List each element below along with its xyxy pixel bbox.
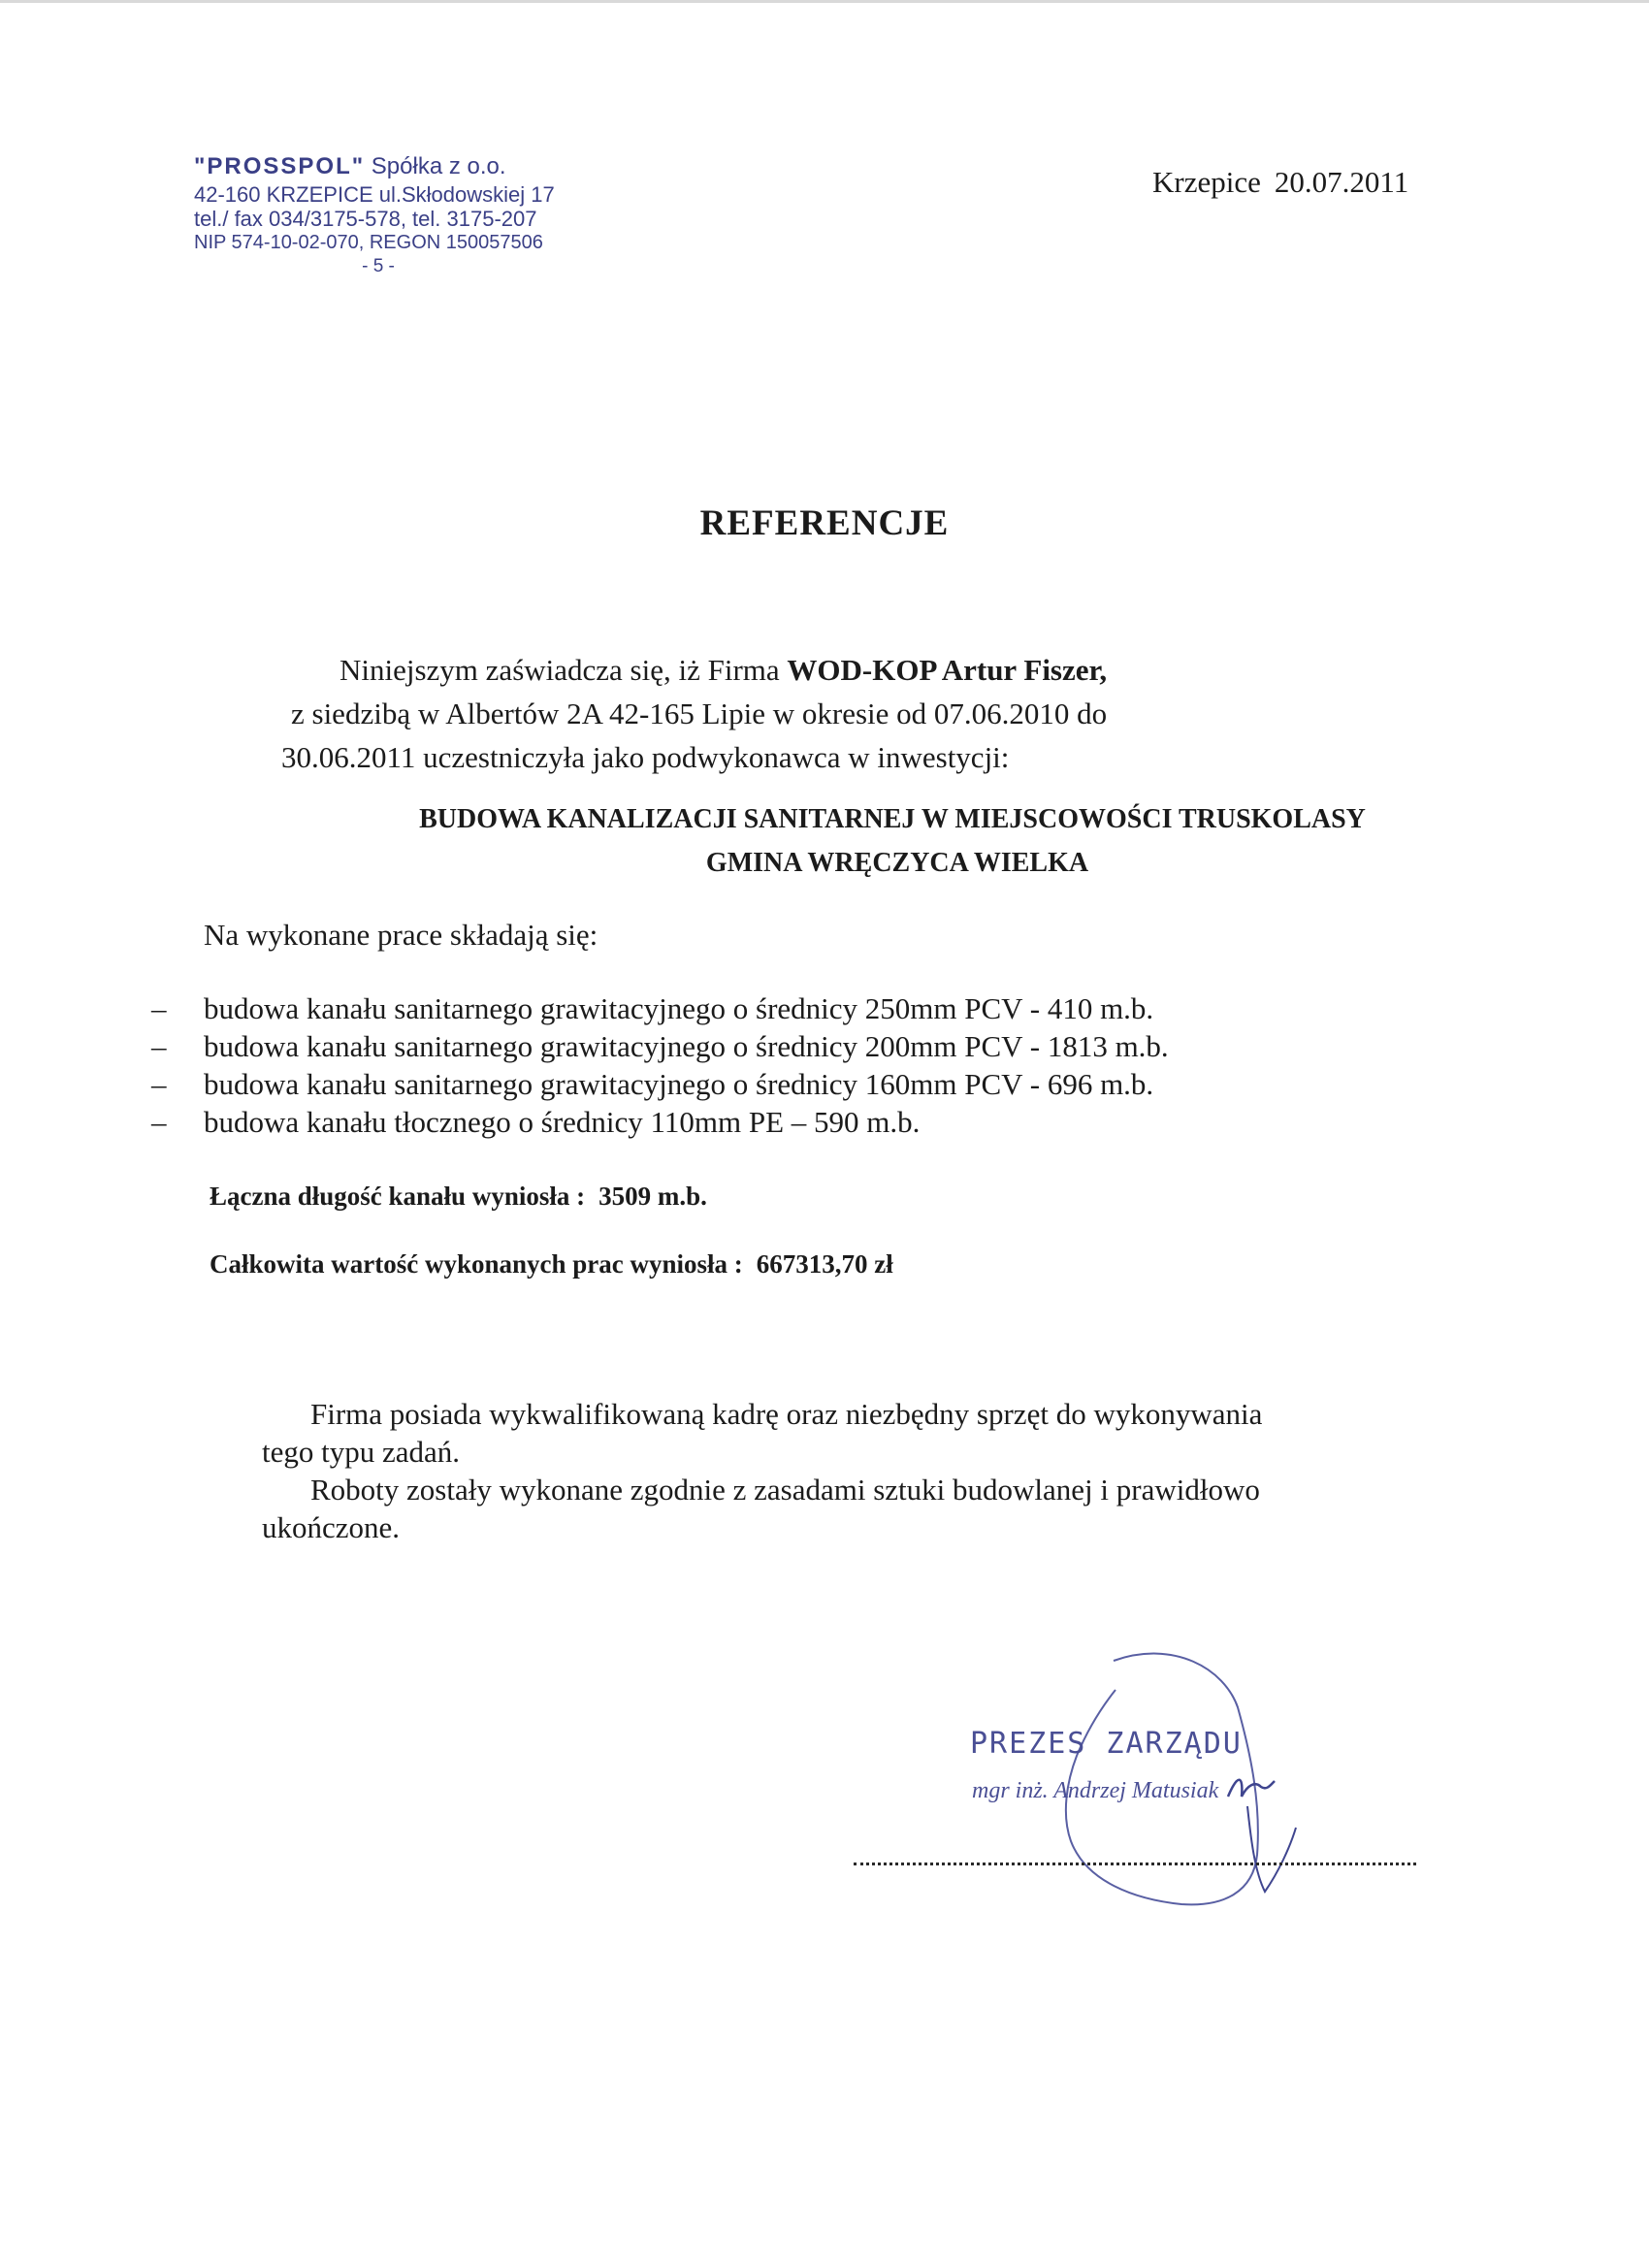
list-item-text: budowa kanału sanitarnego grawitacyjnego o średnicy 200mm PCV - 1813 m.b. — [204, 1029, 1169, 1063]
list-dash: – — [151, 991, 167, 1025]
list-dash: – — [151, 1067, 167, 1101]
closing-p2-line-2: ukończone. — [262, 1510, 401, 1544]
page-number: - 5 - — [362, 256, 395, 276]
intro-line-2: z siedzibą w Albertów 2A 42-165 Lipie w okresie od 07.06.2010 do — [291, 697, 1108, 730]
stamp-address: 42-160 KRZEPICE ul.Skłodowskiej 17 — [194, 182, 555, 207]
stamp-phones: tel./ fax 034/3175-578, tel. 3175-207 — [194, 207, 537, 231]
total-length-value: 3509 m.b. — [598, 1182, 707, 1211]
signatory-title: PREZES ZARZĄDU — [970, 1727, 1243, 1761]
project-title-line-2: GMINA WRĘCZYCA WIELKA — [705, 848, 1089, 878]
project-title-line-1: BUDOWA KANALIZACJI SANITARNEJ W MIEJSCOWOŚCI TRUSKOLASY — [419, 804, 1366, 834]
total-length-label: Łączna długość kanału wyniosła : — [210, 1182, 586, 1211]
signature-stamp — [970, 1727, 1243, 1804]
intro-line-3: 30.06.2011 uczestniczyła jako podwykonawca w inwestycji: — [281, 740, 1010, 774]
stamp-legal-form: Spółka z o.o. — [371, 153, 506, 179]
place: Krzepice — [1152, 165, 1261, 199]
company-name: WOD-KOP Artur Fiszer, — [787, 653, 1108, 687]
total-value-label: Całkowita wartość wykonanych prac wyniosła : — [210, 1249, 743, 1279]
date: 20.07.2011 — [1274, 165, 1409, 199]
closing-p2-line-1: Roboty zostały wykonane zgodnie z zasadami sztuki budowlanej i prawidłowo — [310, 1473, 1260, 1507]
closing-p1-line-1: Firma posiada wykwalifikowaną kadrę oraz niezbędny sprzęt do wykonywania — [310, 1397, 1263, 1431]
closing-p1-line-2: tego typu zadań. — [262, 1435, 461, 1469]
intro-prefix: Niniejszym zaświadcza się, iż Firma — [340, 653, 788, 687]
list-dash: – — [151, 1029, 167, 1063]
stamp-tax-ids: NIP 574-10-02-070, REGON 150057506 — [194, 232, 543, 253]
document-title: REFERENCJE — [699, 503, 950, 543]
list-item-text: budowa kanału sanitarnego grawitacyjnego o średnicy 250mm PCV - 410 m.b. — [204, 991, 1154, 1025]
total-value-amount: 667313,70 zł — [756, 1249, 893, 1279]
list-item-text: budowa kanału tłocznego o średnicy 110mm PE – 590 m.b. — [204, 1105, 921, 1139]
signature-dotted-line — [854, 1863, 1416, 1865]
list-dash: – — [151, 1105, 167, 1139]
signatory-name: mgr inż. Andrzej Matusiak — [972, 1778, 1219, 1803]
works-heading: Na wykonane prace składają się: — [204, 918, 598, 952]
stamp-brand: "PROSSPOL" — [194, 153, 366, 179]
list-item-text: budowa kanału sanitarnego grawitacyjnego o średnicy 160mm PCV - 696 m.b. — [204, 1067, 1154, 1101]
